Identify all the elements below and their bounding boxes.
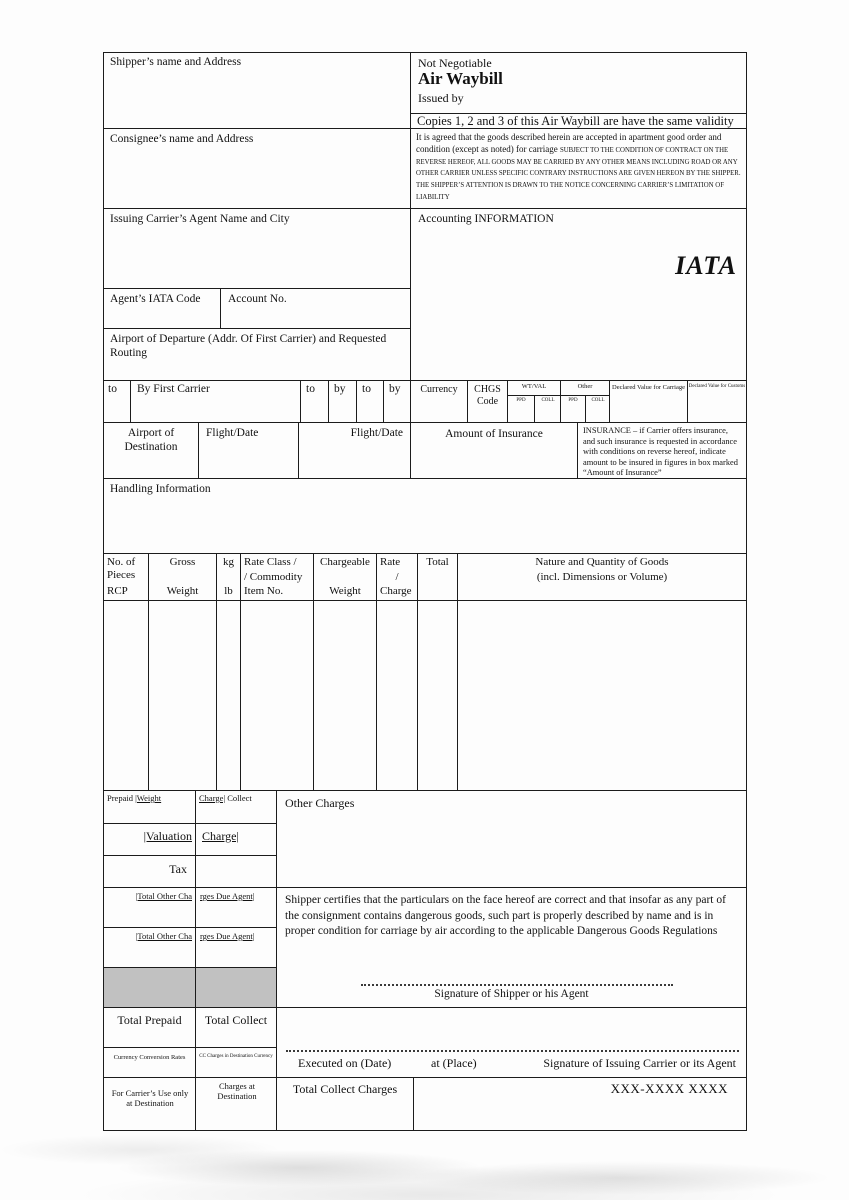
wt-val-cell bbox=[507, 380, 561, 423]
routing-to-3-cell bbox=[356, 380, 384, 423]
routing-to-3-label: to bbox=[362, 383, 371, 395]
consignee-label: Consignee’s name and Address bbox=[110, 133, 254, 145]
declared-value-customs-cell bbox=[687, 380, 747, 423]
wt-val-label: WT/VAL bbox=[521, 383, 547, 390]
execution-signature-line bbox=[286, 1050, 739, 1052]
by-first-carrier-cell bbox=[130, 380, 301, 423]
goods-header-pieces-bottom: RCP bbox=[107, 585, 128, 598]
total-other-left-label-2: |Total Other Cha bbox=[135, 931, 192, 941]
insurance-note-cell bbox=[577, 422, 747, 479]
tax-value-cell bbox=[195, 855, 277, 888]
amount-insurance-cell bbox=[410, 422, 578, 479]
airport-departure-label: Airport of Departure (Addr. Of First Carrier) and Requested Routing bbox=[110, 333, 387, 359]
flight-date-1-cell bbox=[198, 422, 299, 479]
execution-box bbox=[276, 1007, 747, 1078]
shipper-signature-line bbox=[361, 984, 673, 986]
routing-to-1-label: to bbox=[108, 383, 117, 395]
goods-header-rate-class-bottom: Item No. bbox=[244, 585, 284, 598]
by-first-carrier-label: By First Carrier bbox=[137, 383, 210, 395]
conditions-text-normal: It is agreed that the goods described herein are accepted in apartment good order and condition (except as noted) for carriage bbox=[416, 132, 722, 154]
goods-header-pieces bbox=[103, 553, 149, 601]
shipper-label: Shipper’s name and Address bbox=[110, 56, 242, 68]
goods-header-rate-class-mid: / Commodity bbox=[244, 570, 303, 583]
total-other-charges-agent-left-1 bbox=[103, 887, 196, 928]
valuation-charge-cell bbox=[195, 823, 277, 856]
total-collect-label: Total Collect bbox=[204, 1013, 268, 1027]
goods-header-gross-weight bbox=[148, 553, 217, 601]
shaded-cell-left bbox=[103, 967, 196, 1008]
declared-value-customs-label: Declared Value for Customs bbox=[688, 384, 746, 389]
awb-number: XXX-XXXX XXXX bbox=[610, 1081, 728, 1096]
prepaid-label: Prepaid |Weight bbox=[107, 793, 162, 803]
goods-header-charge: Charge bbox=[380, 585, 412, 598]
agent-iata-code-box bbox=[103, 288, 221, 329]
cc-charges-destination-cell bbox=[195, 1047, 277, 1078]
agent-iata-code-label: Agent’s IATA Code bbox=[110, 293, 201, 305]
goods-header-kg: kg bbox=[223, 556, 234, 568]
shipper-certification-text: Shipper certifies that the particulars on the face hereof are correct and that insofar as any part of the consignment contains dangerous goods, such part is properly described by name and is in proper condition for carriage by air according to the applicable Dangerous Goods Regulations bbox=[285, 894, 726, 938]
accounting-information-box bbox=[410, 208, 747, 381]
copies-note-text: Copies 1, 2 and 3 of this Air Waybill are have the same validity bbox=[417, 114, 734, 128]
executed-on-label: Executed on (Date) bbox=[298, 1056, 392, 1070]
airport-destination-cell bbox=[103, 422, 199, 479]
not-negotiable-box bbox=[410, 52, 747, 114]
goods-header-total-label: Total bbox=[426, 556, 449, 568]
issuing-carrier-signature-label: Signature of Issuing Carrier or its Agent bbox=[543, 1056, 736, 1070]
account-no-box bbox=[220, 288, 411, 329]
total-collect-charges-cell bbox=[276, 1077, 414, 1131]
goods-header-gross-top: Gross bbox=[169, 556, 196, 568]
total-other-left-label-1: |Total Other Cha bbox=[135, 891, 192, 901]
valuation-charge-label: Charge| bbox=[202, 829, 239, 843]
routing-by-2-label: by bbox=[334, 383, 346, 395]
iata-logo: IATA bbox=[675, 251, 737, 280]
declared-value-carriage-label: Declared Value for Carriage bbox=[612, 384, 685, 391]
goods-table-body bbox=[103, 600, 747, 791]
account-no-label: Account No. bbox=[228, 293, 287, 305]
total-other-charges-agent-right-2 bbox=[195, 927, 277, 968]
accounting-information-label: Accounting INFORMATION bbox=[418, 213, 554, 225]
tax-label: Tax bbox=[169, 862, 187, 876]
other-charges-code-cell bbox=[560, 380, 610, 423]
airport-destination-label: Airport of Destination bbox=[124, 427, 178, 453]
declared-value-carriage-cell bbox=[609, 380, 688, 423]
goods-header-chargeable-weight bbox=[313, 553, 377, 601]
other-coll-label: COLL bbox=[591, 398, 605, 403]
goods-header-slash: / bbox=[395, 570, 399, 583]
other-charges-label: Other Charges bbox=[285, 796, 355, 810]
routing-by-3-cell bbox=[383, 380, 411, 423]
carrier-use-label: For Carrier’s Use only at Destination bbox=[111, 1088, 189, 1109]
issued-by-label: Issued by bbox=[418, 91, 464, 105]
routing-to-2-cell bbox=[300, 380, 329, 423]
currency-conversion-cell bbox=[103, 1047, 196, 1078]
total-other-right-label-1: rges Due Agent| bbox=[200, 891, 255, 901]
goods-header-lb: lb bbox=[224, 585, 233, 598]
routing-by-3-label: by bbox=[389, 383, 401, 395]
carrier-use-cell bbox=[103, 1077, 196, 1131]
flight-date-2-label: Flight/Date bbox=[350, 427, 403, 439]
total-prepaid-label: Total Prepaid bbox=[117, 1013, 182, 1027]
goods-header-chargeable-top: Chargeable bbox=[320, 556, 370, 568]
currency-conversion-label: Currency Conversion Rates bbox=[113, 1054, 186, 1061]
tax-cell bbox=[103, 855, 196, 888]
charges-at-destination-label: Charges at Destination bbox=[217, 1081, 257, 1102]
consignee-name-address-box bbox=[103, 128, 411, 209]
shipper-certification-box bbox=[276, 887, 747, 1008]
conditions-text-caps: SUBJECT TO THE CONDITION OF CONTRACT ON THE REVERSE HEREOF, ALL GOODS MAY BE CARRIED BY ANY OTHER MEANS INCLUDING ROAD OR ANY OTHER CARRIER UNLESS SPECIFIC CONTRARY INSTRUCTIONS ARE GIVEN HEREON BY THE SHIPPER. THE SHIPPER’S ATTENTION IS DRAWN TO THE NOTICE CONCERNING CARRIER’S LIMITATION OF LIABILITY bbox=[416, 146, 741, 201]
goods-header-nature-top: Nature and Quantity of Goods bbox=[535, 556, 669, 568]
valuation-label: |Valuation bbox=[143, 829, 192, 843]
currency-cell bbox=[410, 380, 468, 423]
conditions-box bbox=[410, 128, 747, 209]
handling-information-label: Handling Information bbox=[110, 483, 211, 495]
routing-to-2-label: to bbox=[306, 383, 315, 395]
total-collect-cell bbox=[195, 1007, 277, 1048]
goods-header-total bbox=[417, 553, 458, 601]
flight-date-1-label: Flight/Date bbox=[206, 427, 259, 439]
other-ppd-label: PPD bbox=[568, 398, 578, 403]
goods-header-nature-bottom: (incl. Dimensions or Volume) bbox=[536, 570, 668, 583]
handling-information-box bbox=[103, 478, 747, 554]
charges-at-destination-cell bbox=[195, 1077, 277, 1131]
routing-to-1-cell bbox=[103, 380, 131, 423]
issuing-agent-label: Issuing Carrier’s Agent Name and City bbox=[110, 213, 290, 225]
currency-label: Currency bbox=[420, 384, 458, 395]
goods-header-nature bbox=[457, 553, 747, 601]
not-negotiable-label: Not Negotiable bbox=[418, 56, 492, 70]
wt-val-ppd-label: PPD bbox=[516, 398, 526, 403]
issuing-agent-box bbox=[103, 208, 411, 289]
shaded-cell-right bbox=[195, 967, 277, 1008]
total-other-charges-agent-left-2 bbox=[103, 927, 196, 968]
cc-charges-destination-label: CC Charges in Destination Currency bbox=[199, 1054, 273, 1059]
valuation-cell bbox=[103, 823, 196, 856]
flight-date-2-cell bbox=[298, 422, 411, 479]
goods-header-kg-lb bbox=[216, 553, 241, 601]
prepaid-weight-cell bbox=[103, 790, 196, 824]
goods-header-rate-class-top: Rate Class / bbox=[244, 556, 297, 568]
charge-collect-label: Charge| Collect bbox=[199, 793, 252, 803]
total-prepaid-cell bbox=[103, 1007, 196, 1048]
goods-header-chargeable-bottom: Weight bbox=[329, 585, 361, 598]
total-other-charges-agent-right-1 bbox=[195, 887, 277, 928]
total-other-right-label-2: rges Due Agent| bbox=[200, 931, 255, 941]
amount-insurance-label: Amount of Insurance bbox=[445, 428, 543, 440]
copies-note-box bbox=[410, 113, 747, 129]
total-collect-charges-label: Total Collect Charges bbox=[292, 1082, 398, 1096]
chgs-code-cell bbox=[467, 380, 508, 423]
insurance-note-text: INSURANCE – if Carrier offers insurance, and such insurance is requested in accordance with conditions on reverse hereof, indicate amount to be insured in figures in box marked “Amount of Insurance” bbox=[583, 426, 738, 477]
wt-val-coll-label: COLL bbox=[541, 398, 555, 403]
shipper-signature-label: Signature of Shipper or his Agent bbox=[434, 988, 589, 1000]
at-place-label: at (Place) bbox=[431, 1056, 477, 1070]
charge-collect-cell bbox=[195, 790, 277, 824]
goods-header-rate-class bbox=[240, 553, 314, 601]
chgs-label: CHGS bbox=[474, 384, 501, 395]
other-label: Other bbox=[577, 383, 593, 390]
code-label: Code bbox=[476, 396, 499, 407]
shipper-name-address-box bbox=[103, 52, 411, 129]
air-waybill-title: Air Waybill bbox=[418, 69, 503, 88]
goods-header-gross-bottom: Weight bbox=[166, 585, 199, 598]
goods-header-pieces-top: No. of Pieces bbox=[107, 556, 136, 581]
other-charges-box bbox=[276, 790, 747, 888]
routing-by-2-cell bbox=[328, 380, 357, 423]
awb-number-cell bbox=[413, 1077, 747, 1131]
airport-departure-box bbox=[103, 328, 411, 381]
goods-header-rate: Rate bbox=[380, 556, 401, 568]
goods-header-rate-charge bbox=[376, 553, 418, 601]
